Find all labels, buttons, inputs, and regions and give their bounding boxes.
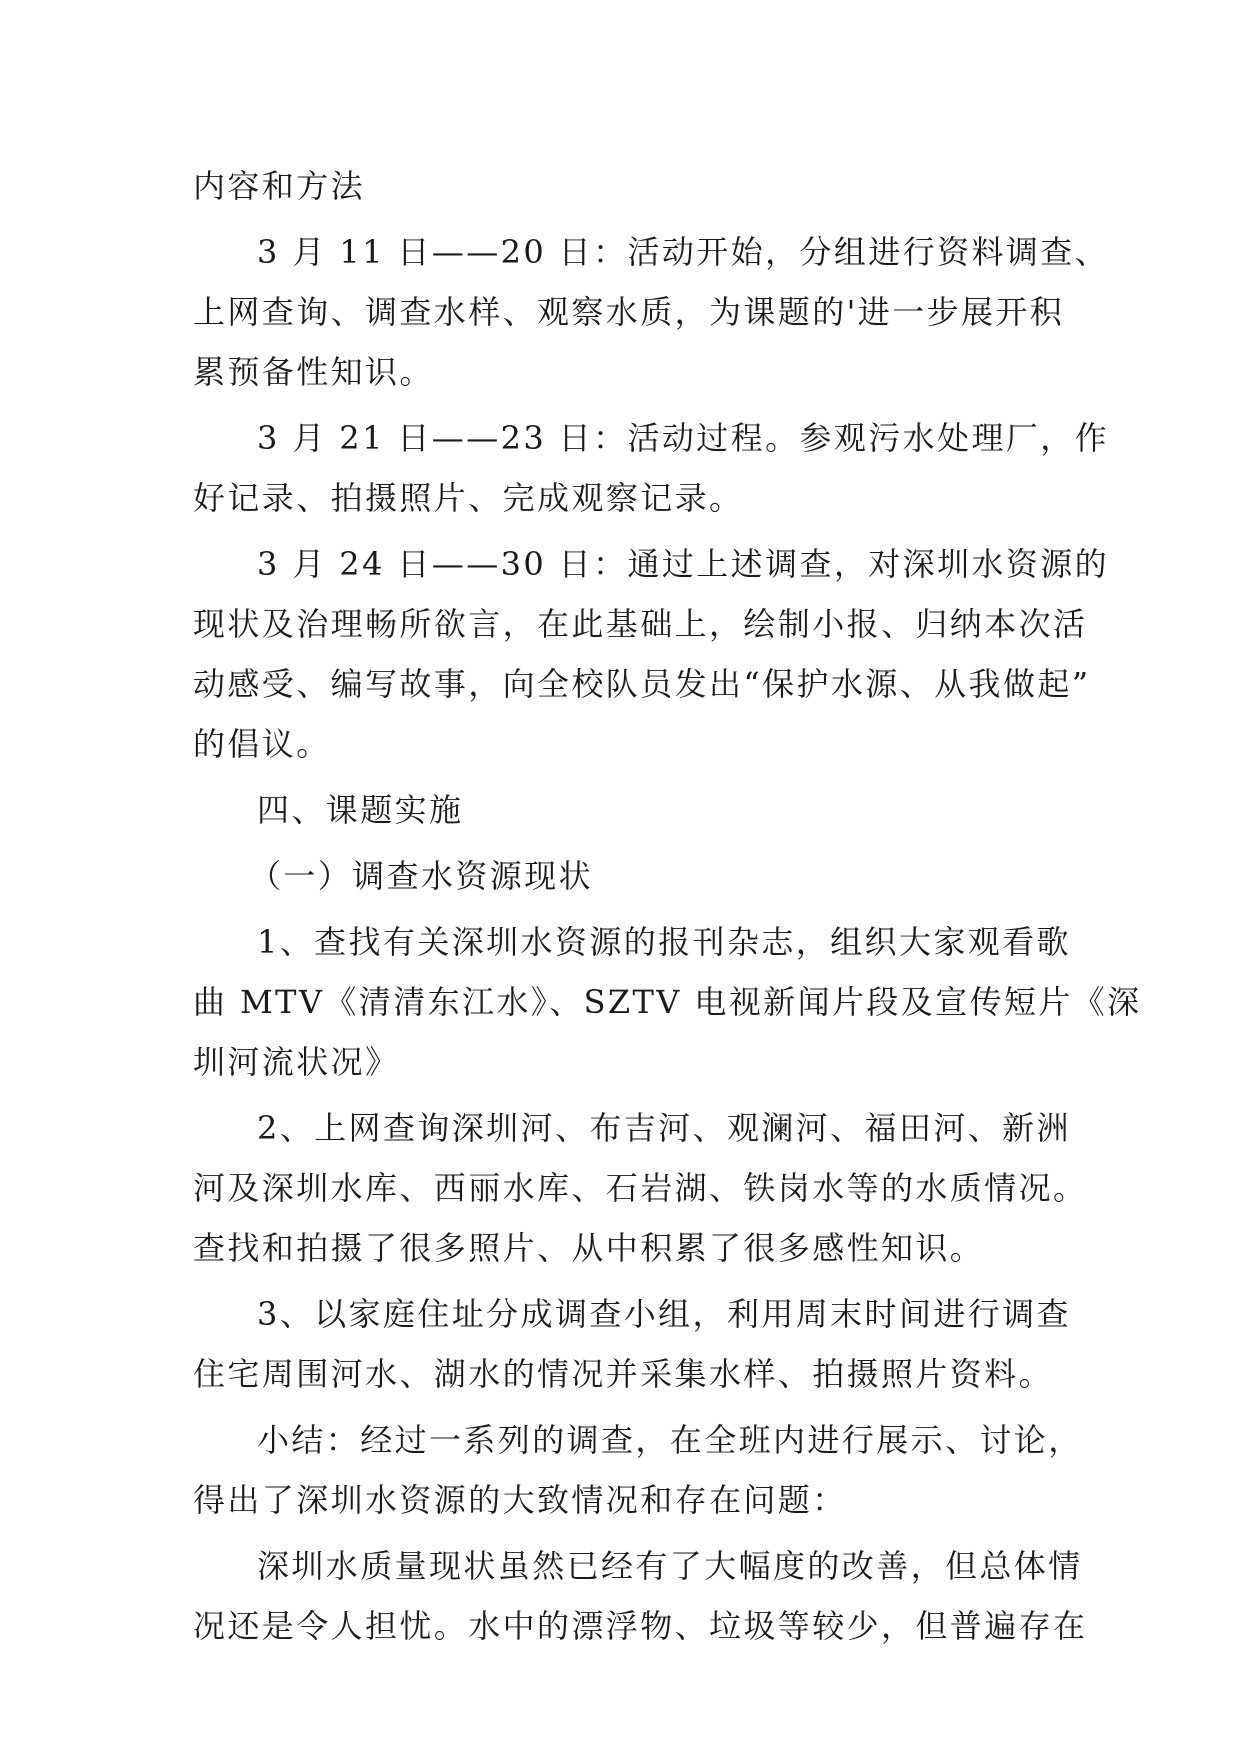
paragraph-line: 累预备性知识。 <box>193 353 434 391</box>
section-heading-content-method: 内容和方法 <box>193 167 366 205</box>
paragraph-line: 3、以家庭住址分成调查小组，利用周末时间进行调查 <box>257 1295 1071 1333</box>
paragraph-line: 查找和拍摄了很多照片、从中积累了很多感性知识。 <box>193 1229 985 1267</box>
paragraph-line: 河及深圳水库、西丽水库、石岩湖、铁岗水等的水质情况。 <box>193 1169 1088 1207</box>
document-body <box>193 156 1142 1656</box>
paragraph-line: 2、上网查询深圳河、布吉河、观澜河、福田河、新洲 <box>257 1109 1071 1147</box>
paragraph-line: 1、查找有关深圳水资源的报刊杂志，组织大家观看歌 <box>257 923 1071 961</box>
paragraph-line: 圳河流状况》 <box>193 1043 400 1081</box>
paragraph-line: 3 月 21 日——23 日：活动过程。参观污水处理厂，作 <box>257 419 1110 457</box>
paragraph-line: 深圳水质量现状虽然已经有了大幅度的改善，但总体情 <box>257 1547 1083 1585</box>
paragraph-line: 况还是令人担忧。水中的漂浮物、垃圾等较少，但普遍存在 <box>193 1607 1088 1645</box>
paragraph-line: 3 月 24 日——30 日：通过上述调查，对深圳水资源的 <box>257 545 1110 583</box>
paragraph-line: 动感受、编写故事，向全校队员发出“保护水源、从我做起” <box>193 665 1091 703</box>
paragraph-line: 上网查询、调查水样、观察水质，为课题的'进一步展开积 <box>193 293 1065 331</box>
paragraph-line: 的倡议。 <box>193 725 331 763</box>
subsection-heading: （一）调查水资源现状 <box>249 857 594 895</box>
paragraph-line: 好记录、拍摄照片、完成观察记录。 <box>193 479 744 517</box>
paragraph-line: 曲 MTV《清清东江水》、SZTV 电视新闻片段及宣传短片《深 <box>193 983 1142 1021</box>
paragraph-line: 3 月 11 日——20 日：活动开始，分组进行资料调查、 <box>257 233 1110 271</box>
paragraph-line: 住宅周围河水、湖水的情况并采集水样、拍摄照片资料。 <box>193 1355 1054 1393</box>
paragraph-line: 小结：经过一系列的调查，在全班内进行展示、讨论， <box>257 1421 1083 1459</box>
paragraph-line: 得出了深圳水资源的大致情况和存在问题： <box>193 1481 847 1519</box>
section-heading: 四、课题实施 <box>257 791 464 829</box>
paragraph-line: 现状及治理畅所欲言，在此基础上，绘制小报、归纳本次活 <box>193 605 1088 643</box>
